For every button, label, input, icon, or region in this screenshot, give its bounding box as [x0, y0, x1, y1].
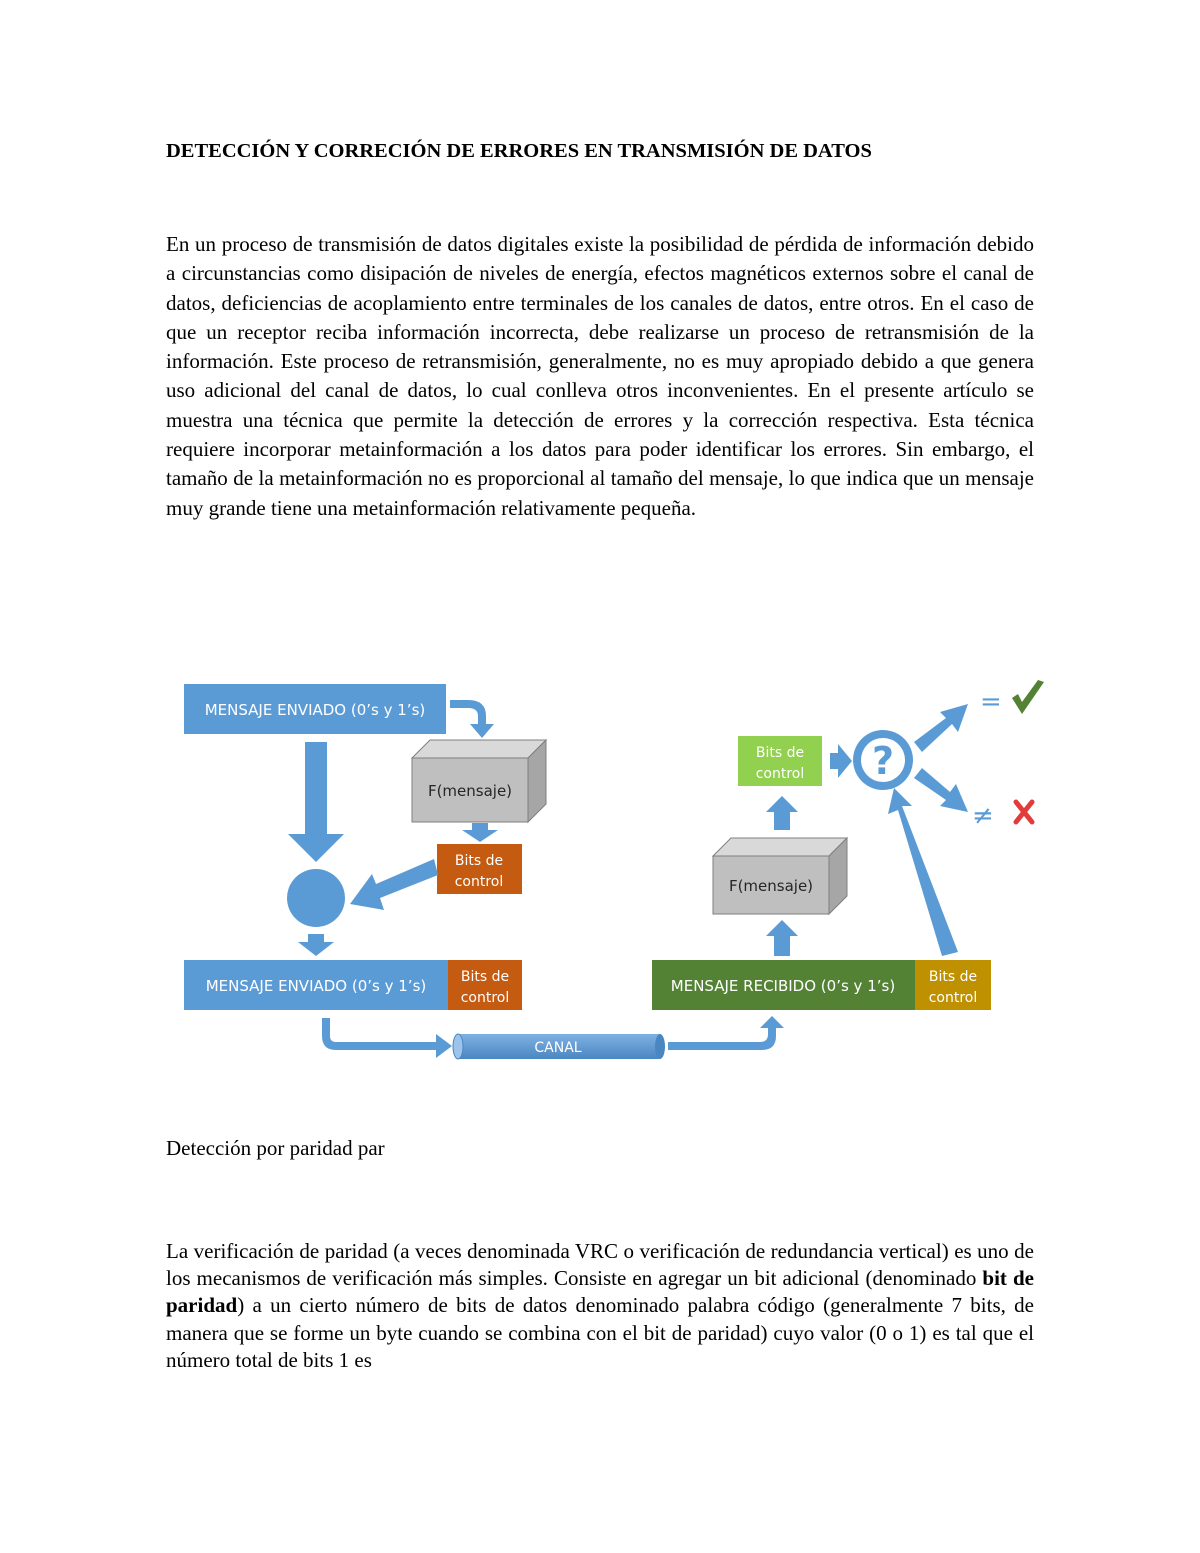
arrow-received-bits-to-comparison	[888, 788, 958, 956]
arrow-to-channel	[322, 1018, 452, 1058]
check-icon	[1012, 680, 1044, 714]
arrow-bits-to-combiner	[350, 859, 438, 910]
function-box-sender	[412, 740, 546, 822]
arrow-down-to-combined	[298, 934, 334, 956]
sender-bits-line2: control	[454, 874, 504, 890]
page-title: DETECCIÓN Y CORRECIÓN DE ERRORES EN TRANSMISIÓN DE DATOS	[166, 140, 872, 162]
received-bits-line2: control	[928, 990, 978, 1006]
combined-message-label: MENSAJE ENVIADO (0’s y 1’s)	[205, 977, 427, 995]
channel-pipe	[453, 1034, 665, 1059]
combiner-circle	[287, 869, 345, 927]
function-label-sender: F(mensaje)	[427, 782, 513, 800]
sender-bits-line1: Bits de	[454, 853, 504, 869]
arrow-channel-to-receiver	[668, 1016, 784, 1050]
function-box-receiver	[713, 838, 847, 914]
computed-bits-line1: Bits de	[755, 745, 805, 761]
arrow-to-not-equal	[914, 768, 968, 812]
channel-label: CANAL	[534, 1040, 582, 1056]
computed-bits-line2: control	[755, 766, 805, 782]
arrow-to-equal	[914, 704, 968, 752]
parity-text-part1: La verificación de paridad (a veces denominada VRC o verificación de redundancia vertical) es uno de los mecanismos de verificación más simples. Consiste en agregar un bit adicional (denominado	[166, 1239, 1034, 1291]
section-heading-parity: Detección por paridad par	[166, 1136, 385, 1160]
equal-sign: =	[980, 687, 1002, 717]
combined-bits-line2: control	[460, 990, 510, 1006]
parity-paragraph	[166, 1238, 1034, 1374]
error-detection-diagram	[150, 660, 1050, 1080]
combined-bits-line1: Bits de	[460, 969, 510, 985]
not-equal-sign: ≠	[972, 801, 994, 831]
cross-icon	[1016, 802, 1032, 822]
function-label-receiver: F(mensaje)	[728, 877, 814, 895]
arrow-to-comparison	[830, 744, 852, 778]
arrow-down-to-bits	[462, 823, 498, 842]
intro-paragraph: En un proceso de transmisión de datos digitales existe la posibilidad de pérdida de información debido a circunstancias como disipación de niveles de energía, efectos magnéticos externos sobre el canal de datos, deficiencias de acoplamiento entre terminales de los canales de datos, entre otros. En el caso de que un receptor reciba información incorrecta, debe realizarse un proceso de retransmisión de la información. Este proceso de retransmisión, generalmente, no es muy apropiado debido a que genera uso adicional del canal de datos, lo cual conlleva otros inconvenientes. En el presente artículo se muestra una técnica que permite la detección de errores y la corrección respectiva. Esta técnica requiere incorporar metainformación a los datos para poder identificar los errores. Sin embargo, el tamaño de la metainformación no es proporcional al tamaño del mensaje, lo que indica que un mensaje muy grande tiene una metainformación relativamente pequeña.	[166, 232, 1034, 520]
sent-message-label: MENSAJE ENVIADO (0’s y 1’s)	[204, 701, 426, 719]
arrow-up-to-bits	[766, 796, 798, 830]
parity-text-part2: ) a un cierto número de bits de datos denominado palabra código (generalmente 7 bits, de manera que se forme un byte cuando se combina con el bit de paridad) cuyo valor (0 o 1) es tal que el número total de bits 1 es	[166, 1293, 1034, 1372]
received-bits-line1: Bits de	[928, 969, 978, 985]
received-message-label: MENSAJE RECIBIDO (0’s y 1’s)	[670, 977, 896, 995]
question-mark: ?	[871, 739, 895, 783]
arrow-to-function	[450, 700, 494, 738]
parity-bit-term: bit de paridad	[166, 1266, 1034, 1318]
arrow-down-to-combiner	[288, 742, 344, 862]
arrow-up-to-function	[766, 920, 798, 956]
